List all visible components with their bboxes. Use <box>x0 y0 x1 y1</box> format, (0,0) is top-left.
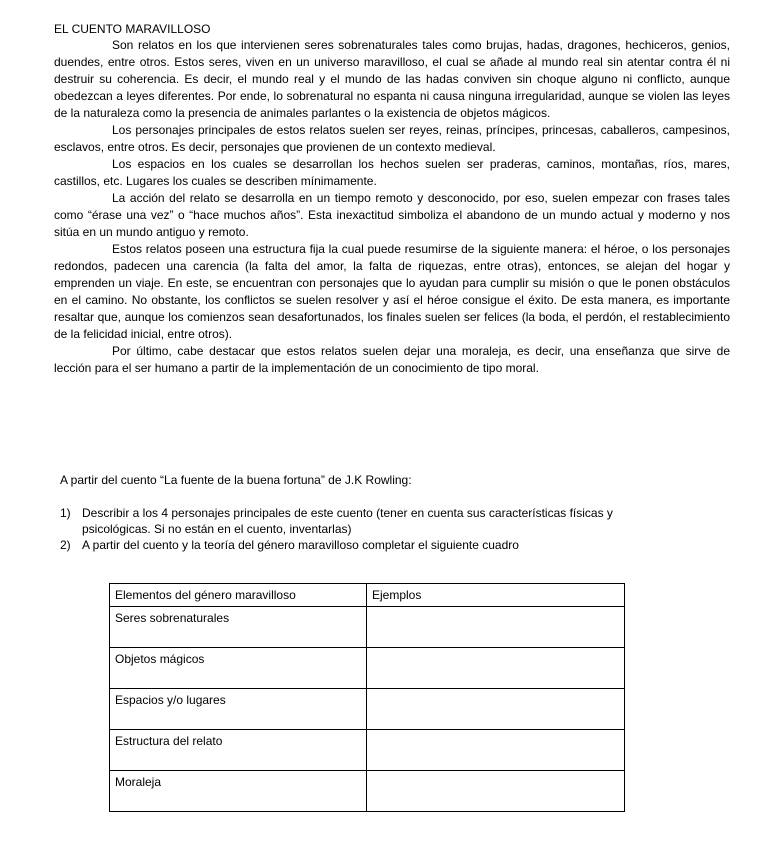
table-cell-element: Seres sobrenaturales <box>110 607 367 648</box>
task-number: 2) <box>60 538 71 552</box>
table-cell-element: Estructura del relato <box>110 730 367 771</box>
table-cell-example[interactable] <box>367 648 625 689</box>
table-cell-example[interactable] <box>367 771 625 812</box>
table-cell-example[interactable] <box>367 607 625 648</box>
table-cell-element: Espacios y/o lugares <box>110 689 367 730</box>
activity-heading: A partir del cuento “La fuente de la buena fortuna” de J.K Rowling: <box>60 473 412 487</box>
paragraph: Estos relatos poseen una estructura fija la cual puede resumirse de la siguiente manera: el héroe, o los personajes redondos, padecen una carencia (la falta del amor, la falta de riquezas, entre otras), entonces, se alejan del hogar y emprenden un viaje. En este, se encuentran con personajes que lo ayudan para cumplir su misión o que le ponen obstáculos en el camino. No obstante, los conflictos se suelen resolver y así el héroe consigue el éxito. De esta manera, es importante resaltar que, aunque los comienzos sean desafortunados, los finales suelen ser felices (la boda, el perdón, el restablecimiento de la felicidad inicial, entre otros). <box>54 242 730 341</box>
table-header-row <box>110 584 625 607</box>
task-text: Describir a los 4 personajes principales de este cuento (tener en cuenta sus características físicas y psicológicas. Si no están en el cuento, inventarlas) <box>82 506 613 536</box>
paragraph: Los espacios en los cuales se desarrollan los hechos suelen ser praderas, caminos, montañas, ríos, mares, castillos, etc. Lugares los cuales se describen mínimamente. <box>54 157 730 188</box>
task-item <box>60 537 680 553</box>
table-cell-example[interactable] <box>367 689 625 730</box>
activity-section <box>60 472 680 553</box>
task-item <box>60 505 680 537</box>
document-title: EL CUENTO MARAVILLOSO <box>54 22 211 36</box>
table-row <box>110 648 625 689</box>
paragraph: Por último, cabe destacar que estos relatos suelen dejar una moraleja, es decir, una enseñanza que sirve de lección para el ser humano a partir de la implementación de un conocimiento de tipo moral. <box>54 344 730 375</box>
paragraph: La acción del relato se desarrolla en un tiempo remoto y desconocido, por eso, suelen empezar con frases tales como “érase una vez” o “hace muchos años”. Esta inexactitud simboliza el abandono de un mundo actual y moderno y nos sitúa en un mundo antiguo y remoto. <box>54 191 730 239</box>
table-cell-element: Objetos mágicos <box>110 648 367 689</box>
table-row <box>110 771 625 812</box>
paragraph: Los personajes principales de estos relatos suelen ser reyes, reinas, príncipes, princesas, caballeros, campesinos, esclavos, entre otros. Es decir, personajes que provienen de un contexto medieval. <box>54 123 730 154</box>
table-row <box>110 730 625 771</box>
elements-table <box>109 583 625 812</box>
table-row <box>110 689 625 730</box>
task-number: 1) <box>60 506 71 520</box>
table-row <box>110 607 625 648</box>
paragraph: Son relatos en los que intervienen seres sobrenaturales tales como brujas, hadas, dragones, hechiceros, genios, duendes, entre otros. Estos seres, viven en un universo maravilloso, el cual se añade al mundo real sin atentar contra él ni destruir su coherencia. Es decir, el mundo real y el mundo de las hadas conviven sin choque alguno ni conflicto, aunque obedezcan a leyes diferentes. Por ende, lo sobrenatural no espanta ni causa ninguna irregularidad, aunque se violen las leyes de la naturaleza como la presencia de animales parlantes o la existencia de objetos mágicos. <box>54 38 730 120</box>
task-text: A partir del cuento y la teoría del género maravilloso completar el siguiente cuadro <box>82 538 519 552</box>
document-body <box>54 37 730 377</box>
table-header-cell: Elementos del género maravilloso <box>110 584 367 607</box>
table-cell-example[interactable] <box>367 730 625 771</box>
table-header-cell: Ejemplos <box>367 584 625 607</box>
table-cell-element: Moraleja <box>110 771 367 812</box>
